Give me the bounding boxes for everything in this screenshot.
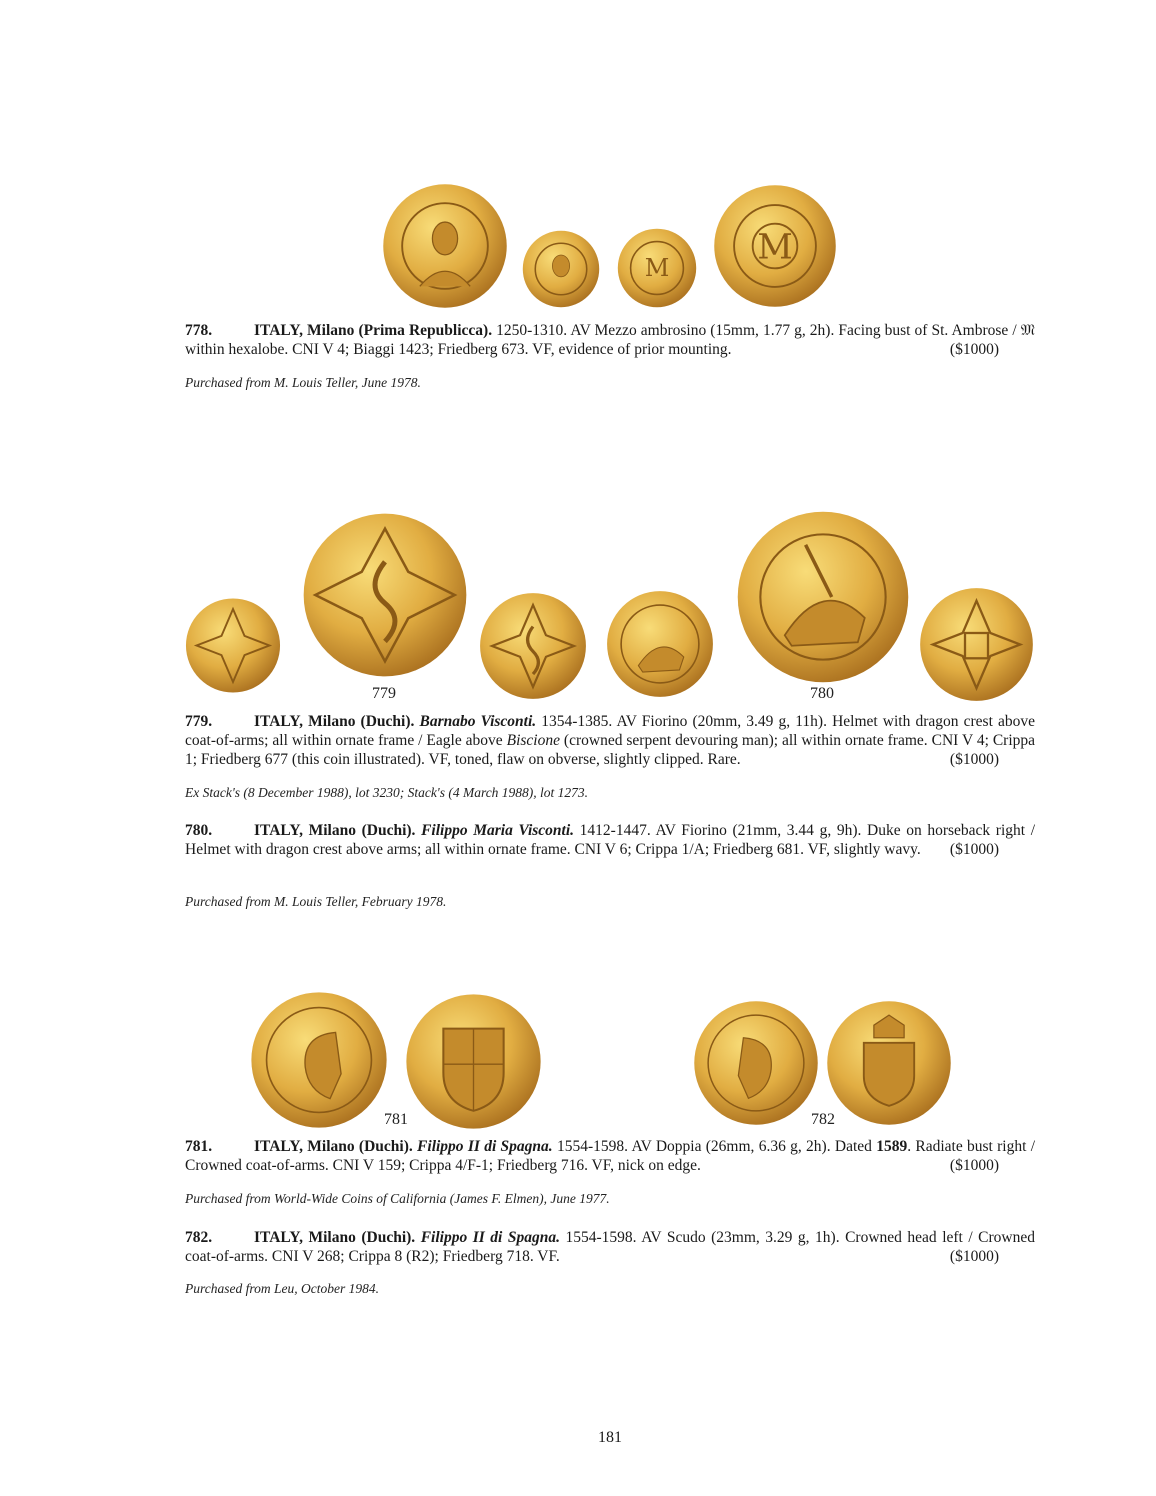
lot-780-provenance: Purchased from M. Louis Teller, February 1978. (185, 894, 447, 909)
lot-778-provenance: Purchased from M. Louis Teller, June 1978. (185, 375, 421, 390)
lot-782-description: 782. ITALY, Milano (Duchi). Filippo II di Spagna. 1554-1598. AV Scudo (23mm, 3.29 g, 1h). Crowned head left / Crowned coat-of-arms. CNI V 268; Crippa 8 (R2); Friedberg 718. VF. ($1000) (185, 1229, 1036, 1265)
lot-782-price: ($1000) (949, 1248, 999, 1265)
coin-778-obverse-large (382, 183, 508, 309)
coin-778-reverse-small (615, 228, 699, 308)
figure-label-781: 781 (384, 1111, 408, 1128)
coin-780-reverse-small (918, 587, 1035, 702)
lot-779-price: ($1000) (949, 751, 999, 768)
coin-782-reverse (826, 1000, 952, 1126)
coin-779-reverse-small (478, 592, 588, 700)
lot-779-description: 779. ITALY, Milano (Duchi). Barnabo Visconti. 1354-1385. AV Fiorino (20mm, 3.49 g, 11h). Helmet with dragon crest above coat-of-arms; all within ornate frame / Eagle above Biscione (crowned serpent devouring man); all within ornate frame. CNI V 4; Crippa 1; Friedberg 677 (this coin illustrated). VF, toned, flaw on obverse, slightly clipped. Rare. ($1000) (185, 713, 1036, 768)
coin-779-reverse-large (302, 509, 468, 681)
coin-782-obverse (692, 1000, 820, 1126)
lot-780-description: 780. ITALY, Milano (Duchi). Filippo Maria Visconti. 1412-1447. AV Fiorino (21mm, 3.44 g, 9h). Duke on horseback right / Helmet with dragon crest above arms; all within ornate frame. CNI V 6; Crippa 1/A; Friedberg 681. VF, slightly wavy. ($1000) (185, 822, 1036, 858)
svg-text:M: M (644, 254, 670, 282)
coin-779-obverse-small (185, 593, 281, 698)
page-number: 181 (598, 1429, 622, 1446)
lot-782-provenance: Purchased from Leu, October 1984. (185, 1281, 379, 1296)
coin-781-obverse (246, 991, 392, 1129)
coin-781-reverse (403, 993, 544, 1130)
lot-780-price: ($1000) (949, 841, 999, 858)
lot-779-provenance: Ex Stack's (8 December 1988), lot 3230; Stack's (4 March 1988), lot 1273. (185, 785, 589, 800)
coin-778-reverse-large (712, 184, 838, 308)
figure-label-782: 782 (811, 1111, 835, 1128)
figure-label-780: 780 (810, 685, 834, 702)
coin-780-obverse-small (606, 588, 714, 700)
coin-780-obverse-large (736, 509, 910, 685)
lot-781-price: ($1000) (949, 1157, 999, 1174)
lot-778-price: ($1000) (949, 341, 999, 358)
lot-778-description: 778. ITALY, Milano (Prima Republicca). 1250-1310. AV Mezzo ambrosino (15mm, 1.77 g, 2h). Facing bust of St. Ambrose / 𝔐 within hexalobe. CNI V 4; Biaggi 1423; Friedberg 673. VF, evidence of prior mounting. ($1000) (185, 322, 1035, 358)
figure-label-779: 779 (372, 685, 396, 702)
lot-781-description: 781. ITALY, Milano (Duchi). Filippo II di Spagna. 1554-1598. AV Doppia (26mm, 6.36 g, 2h). Dated 1589. Radiate bust right / Crowned coat-of-arms. CNI V 159; Crippa 4/F-1; Friedberg 716. VF, nick on edge. ($1000) (185, 1138, 1035, 1174)
lot-781-provenance: Purchased from World-Wide Coins of California (James F. Elmen), June 1977. (185, 1191, 610, 1206)
coin-778-obverse-small (521, 230, 601, 308)
svg-text:M: M (757, 227, 793, 268)
